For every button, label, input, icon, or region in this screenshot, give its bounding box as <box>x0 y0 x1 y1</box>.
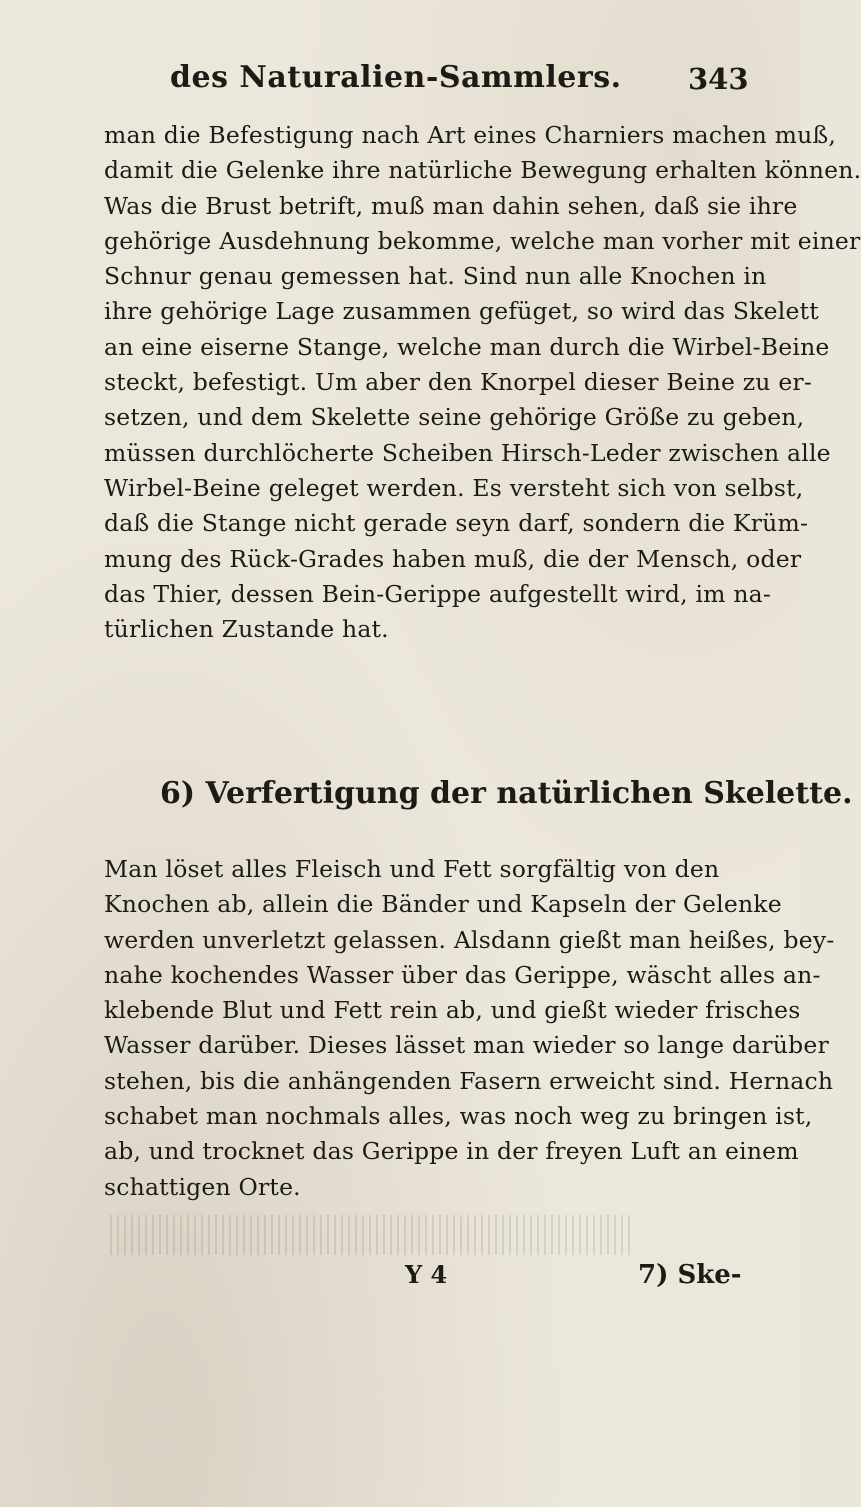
text-line: gehörige Ausdehnung bekomme, welche man vorher mit einer <box>104 226 861 255</box>
section-heading: 6) Verfertigung der natürlichen Skelette. <box>160 776 853 811</box>
page-number: 343 <box>688 62 749 96</box>
catchword: 7) Ske- <box>638 1260 742 1290</box>
text-line: Schnur genau gemessen hat. Sind nun alle Knochen in <box>104 262 767 291</box>
text-line: Knochen ab, allein die Bänder und Kapseln der Gelenke <box>104 890 782 919</box>
show-through-texture <box>110 1215 630 1255</box>
text-line: Wasser darüber. Dieses lässet man wieder so lange darüber <box>104 1031 829 1060</box>
text-line: klebende Blut und Fett rein ab, und gießt wieder frisches <box>104 996 801 1025</box>
running-title: des Naturalien-Sammlers. <box>170 60 622 95</box>
text-line: türlichen Zustande hat. <box>104 615 389 644</box>
text-line: Was die Brust betrift, muß man dahin sehen, daß sie ihre <box>104 191 798 220</box>
text-line: daß die Stange nicht gerade seyn darf, sondern die Krüm- <box>104 509 809 538</box>
text-line: setzen, und dem Skelette seine gehörige Größe zu geben, <box>104 403 805 432</box>
text-line: mung des Rück-Grades haben muß, die der Mensch, oder <box>104 544 802 573</box>
text-line: müssen durchlöcherte Scheiben Hirsch-Leder zwischen alle <box>104 438 831 467</box>
text-line: Wirbel-Beine geleget werden. Es versteht sich von selbst, <box>104 473 804 502</box>
text-line: steckt, befestigt. Um aber den Knorpel dieser Beine zu er- <box>104 368 812 397</box>
text-line: nahe kochendes Wasser über das Gerippe, wäscht alles an- <box>104 960 821 989</box>
text-line: ab, und trocknet das Gerippe in der freyen Luft an einem <box>104 1137 799 1166</box>
text-line: das Thier, dessen Bein-Gerippe aufgestellt wird, im na- <box>104 579 772 608</box>
text-line: an eine eiserne Stange, welche man durch die Wirbel-Beine <box>104 332 830 361</box>
text-line: schattigen Orte. <box>104 1172 301 1201</box>
paragraph-2 <box>104 852 835 1205</box>
text-line: werden unverletzt gelassen. Alsdann gießt man heißes, bey- <box>104 925 835 954</box>
signature-mark: Y 4 <box>405 1260 448 1289</box>
text-line: stehen, bis die anhängenden Fasern erweicht sind. Hernach <box>104 1066 834 1095</box>
paragraph-1 <box>104 118 861 647</box>
text-line: ihre gehörige Lage zusammen gefüget, so wird das Skelett <box>104 297 819 326</box>
text-line: man die Befestigung nach Art eines Charniers machen muß, <box>104 121 837 149</box>
running-head <box>0 60 800 100</box>
text-line: damit die Gelenke ihre natürliche Bewegung erhalten können. <box>104 156 861 185</box>
page-footer <box>0 1260 800 1300</box>
text-line: Man löset alles Fleisch und Fett sorgfältig von den <box>104 855 720 883</box>
text-line: schabet man nochmals alles, was noch weg zu bringen ist, <box>104 1102 813 1131</box>
